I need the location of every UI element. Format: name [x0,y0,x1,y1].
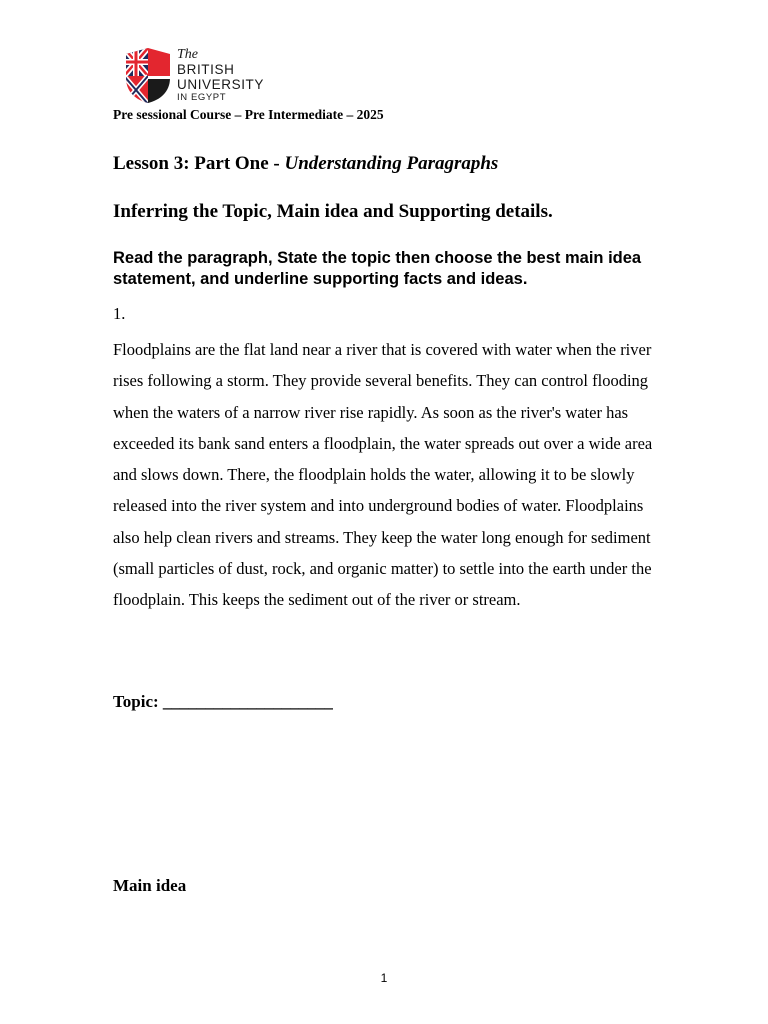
lesson-title-italic: Understanding Paragraphs [284,153,499,174]
course-line: Pre sessional Course – Pre Intermediate – 2025 [113,107,384,122]
university-logo [124,46,274,104]
page-number: 1 [380,971,388,985]
reading-paragraph: Floodplains are the flat land near a river that is covered with water when the river rises following a storm. They provide several benefits. They can control flooding when the waters of a narrow river rise rapidly. As soon as the river's water has exceeded its bank sand enters a floodplain, the water spreads out over a wide area and slows down. There, the floodplain holds the water, allowing it to be slowly released into the river system and into underground bodies of water. Floodplains also help clean rivers and streams. They keep the water long enough for sediment (small particles of dust, rock, and organic matter) to settle into the earth under the floodplain. This keeps the sediment out of the river or stream. [113,340,653,610]
logo-in-egypt: IN EGYPT [177,92,227,103]
lesson-subtitle: Inferring the Topic, Main idea and Supporting details. [113,201,553,222]
union-jack-shield-icon [124,48,172,104]
logo-british: BRITISH [177,62,235,77]
lesson-title [113,153,498,175]
logo-university: UNIVERSITY [177,76,265,92]
main-idea-label: Main idea [113,876,187,895]
lesson-title-prefix: Lesson 3: Part One - [113,153,285,174]
instruction-text: Read the paragraph, State the topic then choose the best main idea statement, and underline supporting facts and ideas. [113,249,642,288]
topic-answer-line: Topic: ____________________ [113,692,333,711]
logo-the: The [177,47,198,62]
logo-wordmark [177,46,264,103]
exercise-number: 1. [113,304,126,323]
